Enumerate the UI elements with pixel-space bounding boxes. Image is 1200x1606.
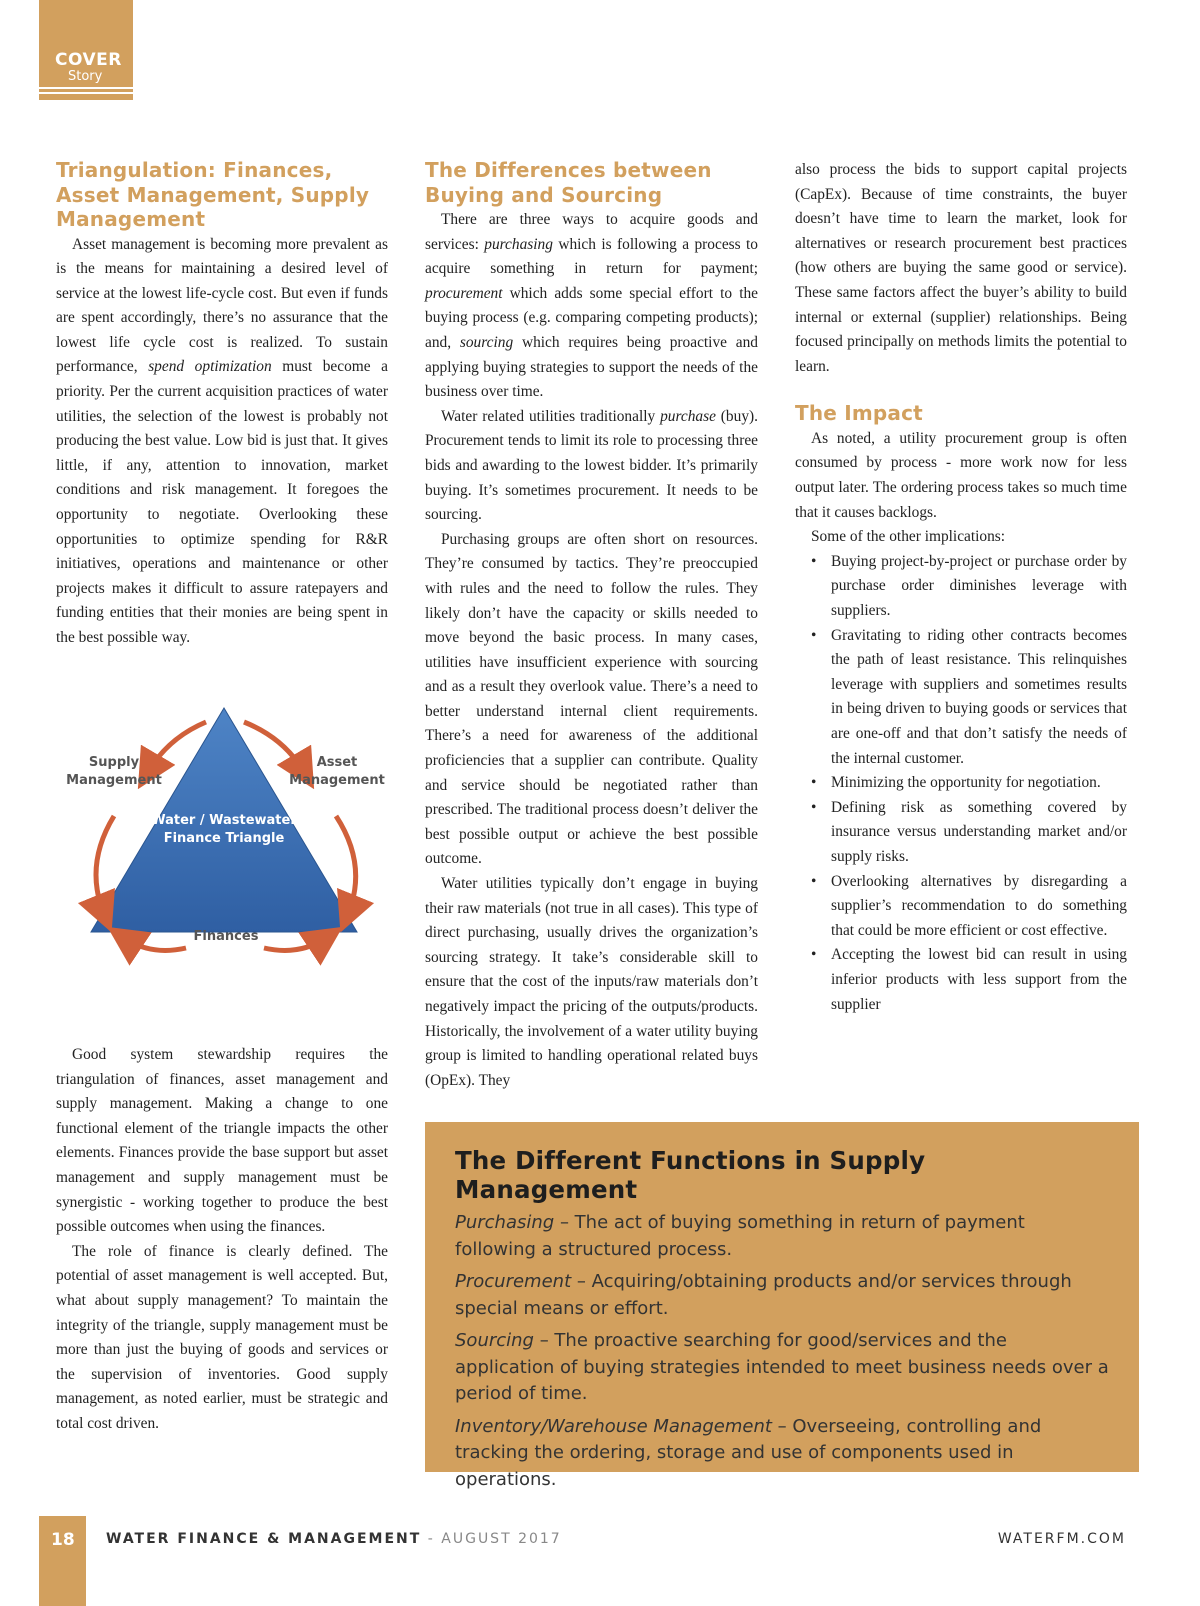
label-finance-triangle: Water / Wastewater Finance Triangle (151, 813, 297, 846)
paragraph: also process the bids to support capital projects (CapEx). Because of time constraints, the buyer doesn’t have time to learn the market, look for alternatives or research procurement best practices (how others are buying the same good or service). These same factors affect the buyer’s ability to build internal or external (supplier) relationships. Being focused principally on methods limits the potential to learn. (795, 161, 1127, 375)
paragraph: As noted, a utility procurement group is often consumed by process - more work now for less output later. The ordering process takes so much time that it causes backlogs. (795, 429, 1127, 521)
list-item: • Gravitating to riding other contracts becomes the path of least resistance. This relinquishes leverage with suppliers and sometimes results in being driven to buying goods or services that are one-off and that don’t satisfy the needs of the internal customer. (795, 624, 1127, 772)
arrow-right-down (336, 816, 356, 914)
definition-sourcing: Sourcing – The proactive searching for good/services and the application of buying strategies intended to meet business needs over a period of time. (455, 1330, 1109, 1404)
page-number: 18 (51, 1530, 75, 1550)
implications-list (795, 550, 1127, 1017)
cover-story-tab (39, 0, 133, 100)
tab-rule (39, 92, 133, 94)
tab-rule (39, 87, 133, 89)
cover-tab-line2: Story (68, 69, 103, 84)
box-title: The Different Functions in Supply Management (455, 1146, 926, 1204)
list-item: • Accepting the lowest bid can result in using inferior products with less support from the supplier (795, 943, 1127, 1017)
label-asset-management: Asset Management (289, 755, 385, 788)
column-1-lower (56, 1043, 388, 1437)
section-heading-impact: The Impact (795, 401, 923, 426)
definition-inventory: Inventory/Warehouse Management – Overseeing, controlling and tracking the ordering, storage and use of components used in operations. (455, 1415, 1042, 1490)
label-supply-management: Supply Management (66, 755, 162, 788)
paragraph: There are three ways to acquire goods and services: purchasing which is following a process to acquire something in return for payment; procurement which adds some special effort to the buying process (e.g. comparing competing products); and, sourcing which requires being proactive and applying buying strategies to support the needs of the business over time. (425, 211, 759, 401)
paragraph: Purchasing groups are often short on resources. They’re consumed by tactics. They’re preoccupied with rules and the need to follow the rules. They likely don’t have the capacity or skills needed to move beyond the basic process. In many cases, utilities have insufficient experience with sourcing and as a result they overlook value. There’s a need to better understand internal client requirements. There’s a need for awareness of the additional proficiencies that a supplier can contribute. Quality and service should be negotiated rather than prescribed. The traditional process doesn’t deliver the best possible output or achieve the best possible outcome. (425, 530, 758, 868)
list-item: • Minimizing the opportunity for negotiation. (795, 771, 1127, 796)
paragraph: Some of the other implications: (811, 528, 1006, 546)
paragraph: Water related utilities traditionally purchase (buy). Procurement tends to limit its role to processing three bids and awarding to the lowest bidder. It’s primarily buying. It’s sometimes procurement. It needs to be sourcing. (425, 407, 758, 524)
footer-date: AUGUST 2017 (441, 1531, 562, 1547)
list-item: • Defining risk as something covered by insurance versus understanding market and/or supply risks. (795, 796, 1127, 870)
list-item: • Buying project-by-project or purchase order by purchase order diminishes leverage with suppliers. (795, 550, 1127, 624)
footer-publication: WATER FINANCE & MANAGEMENT - AUGUST 2017 (106, 1531, 562, 1547)
section-heading-buying-sourcing: The Differences between Buying and Sourcing (425, 158, 712, 207)
label-finances: Finances (193, 929, 259, 944)
paragraph: Asset management is becoming more prevalent as is the means for maintaining a desired level of service at the lowest life-cycle cost. But even if funds are spent accordingly, there’s no assurance that the lowest life cycle cost is realized. To sustain performance, spend optimization must become a priority. Per the current acquisition practices of water utilities, the selection of the lowest is probably not producing the best value. Low bid is just that. It gives little, if any, attention to innovation, market conditions and risk management. It foregoes the opportunity to negotiate. Overlooking these opportunities to optimize spending for R&R initiatives, operations and maintenance or other projects makes it difficult to assure ratepayers and funding entities that their monies are being spent in the best possible way. (56, 235, 388, 646)
supply-functions-box (425, 1122, 1139, 1490)
list-item: • Overlooking alternatives by disregarding a supplier’s recommendation to do something that could be more efficient or cost effective. (795, 870, 1127, 944)
finance-triangle-diagram (56, 700, 396, 990)
paragraph: Water utilities typically don’t engage in buying their raw materials (not true in all cases). This type of direct purchasing, usually drives the organization’s sourcing strategy. It take’s considerable skill to ensure that the cost of the inputs/raw materials don’t negatively impact the pricing of the outputs/products. Historically, the involvement of a water utility buying group is limited to handling operational related buys (OpEx). They (425, 875, 758, 1089)
cover-tab-line1: COVER (55, 50, 122, 70)
definition-purchasing: Purchasing – The act of buying something in return of payment following a structured process. (455, 1212, 1025, 1260)
paragraph: Good system stewardship requires the triangulation of finances, asset management and supply management. Making a change to one functional element of the triangle impacts the other elements. Finances provide the base support but asset management and supply management must be synergistic - working together to produce the best possible outcomes when using the finances. (56, 1046, 388, 1236)
footer-website[interactable]: WATERFM.COM (997, 1531, 1126, 1547)
column-3 (795, 158, 1127, 1017)
section-heading-triangulation: Triangulation: Finances, Asset Management, Supply Management (56, 158, 370, 231)
column-1 (56, 158, 388, 651)
paragraph: The role of finance is clearly defined. The potential of asset management is well accepted. But, what about supply management? To maintain the integrity of the triangle, supply management must be more than just the buying of goods and services or the supervision of inventories. Good supply management, as noted earlier, must be strategic and total cost driven. (56, 1242, 388, 1432)
column-2 (425, 158, 758, 1093)
definition-procurement: Procurement – Acquiring/obtaining products and/or services through special means or effort. (455, 1271, 1072, 1319)
page-number-tab (39, 1516, 86, 1606)
